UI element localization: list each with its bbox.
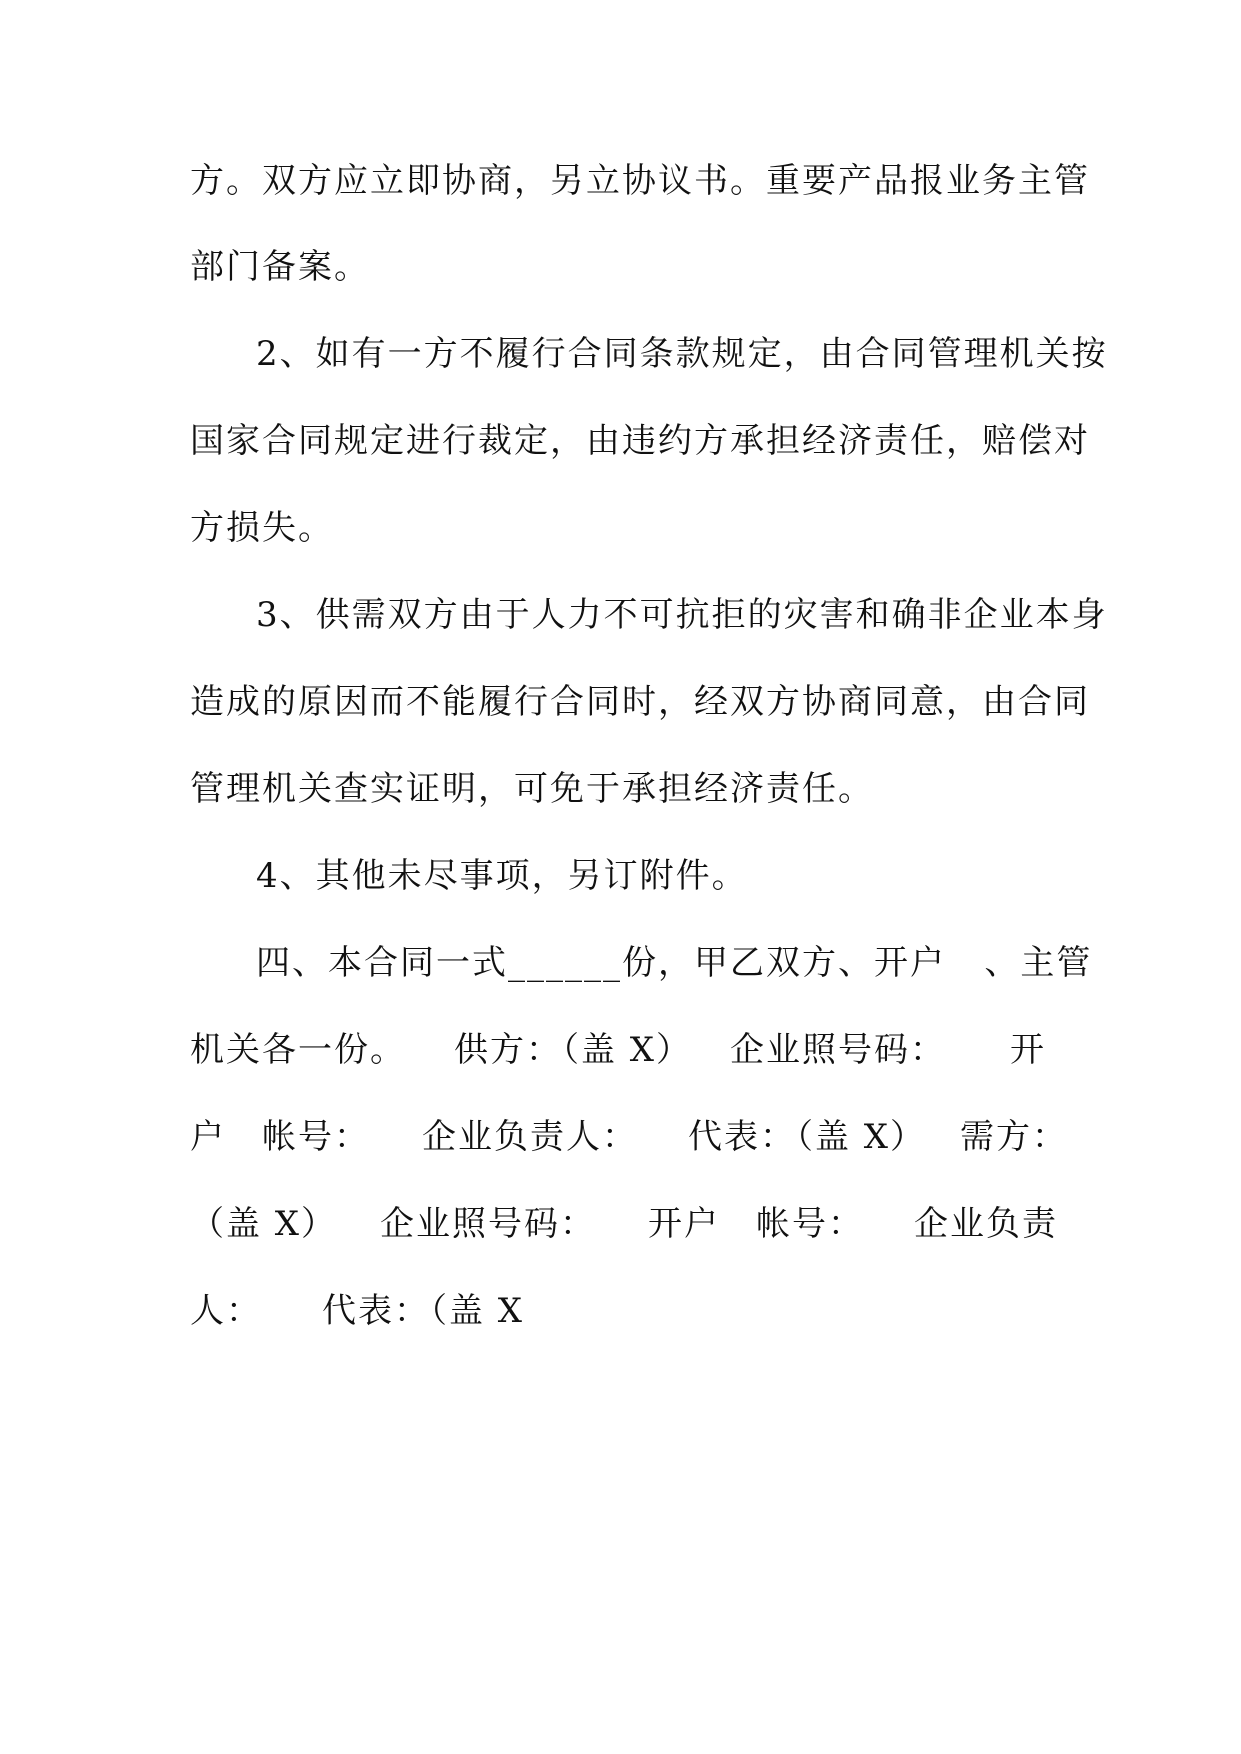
- signature-field: 机关各一份。: [190, 1030, 406, 1070]
- signature-field: 供方：（盖 X）: [454, 1030, 693, 1070]
- signature-field: 需方：: [960, 1117, 1068, 1157]
- signature-field: 开户 帐号：: [648, 1204, 864, 1244]
- signature-field: 开: [1010, 1030, 1046, 1070]
- clause-3-line: 3、供需双方由于人力不可抗拒的灾害和确非企业本身: [256, 595, 1108, 635]
- paragraph-line: 国家合同规定进行裁定，由违约方承担经济责任，赔偿对: [190, 421, 1090, 461]
- clause-copies-line: 四、本合同一式______份，甲乙双方、开户 、主管: [256, 943, 1093, 983]
- paragraph-line: 管理机关查实证明，可免于承担经济责任。: [190, 769, 874, 809]
- signature-field: 户 帐号：: [190, 1117, 370, 1157]
- signature-field: 企业负责人：: [422, 1117, 638, 1157]
- signature-field: （盖 X）: [190, 1204, 338, 1244]
- signature-field: 代表：（盖 X: [322, 1291, 525, 1331]
- signature-row: [190, 1204, 1070, 1244]
- signature-field: 代表：（盖 X）: [688, 1117, 927, 1157]
- paragraph-line: 造成的原因而不能履行合同时，经双方协商同意，由合同: [190, 682, 1090, 722]
- clause-4-line: 4、其他未尽事项，另订附件。: [256, 856, 748, 896]
- paragraph-line: 部门备案。: [190, 247, 370, 287]
- signature-field: 人：: [190, 1291, 262, 1331]
- signature-row: [190, 1291, 1070, 1331]
- signature-field: 企业负责: [914, 1204, 1058, 1244]
- signature-field: 企业照号码：: [730, 1030, 946, 1070]
- paragraph-line: 方。双方应立即协商，另立协议书。重要产品报业务主管: [190, 161, 1090, 201]
- signature-field: 企业照号码：: [380, 1204, 596, 1244]
- clause-2-line: 2、如有一方不履行合同条款规定，由合同管理机关按: [256, 334, 1108, 374]
- signature-row: [190, 1030, 1070, 1070]
- paragraph-line: 方损失。: [190, 508, 334, 548]
- signature-row: [190, 1117, 1070, 1157]
